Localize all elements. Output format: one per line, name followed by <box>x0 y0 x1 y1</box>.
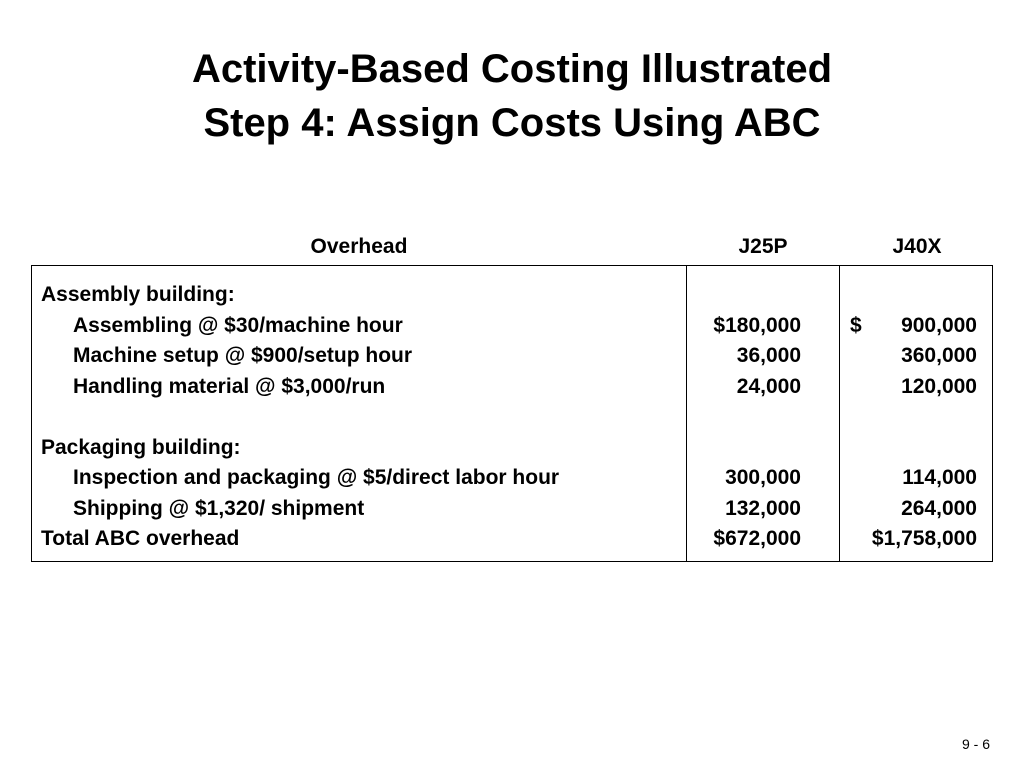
table-row <box>32 433 992 464</box>
cell-j25p: $180,000 <box>713 313 801 337</box>
row-label: Machine setup @ $900/setup hour <box>73 344 413 367</box>
table-row <box>32 280 992 311</box>
slide-title-line-1: Activity-Based Costing Illustrated <box>191 47 833 91</box>
row-label: Total ABC overhead <box>41 527 240 550</box>
column-header-j40x: J40X <box>892 235 942 258</box>
overhead-table <box>31 265 993 562</box>
cell-j40x: $1,758,000 <box>871 527 977 550</box>
cell-j25p: 36,000 <box>736 344 801 367</box>
table-row <box>32 463 992 494</box>
row-label: Packaging building: <box>41 435 241 459</box>
row-label: Assembly building: <box>41 283 235 306</box>
cell-j40x: 114,000 <box>902 466 977 489</box>
table-body <box>32 280 992 555</box>
table-row-total <box>32 524 992 555</box>
row-label: Shipping @ $1,320/ shipment <box>73 496 365 520</box>
cell-j25p: 300,000 <box>725 466 801 489</box>
slide-title <box>0 42 1024 150</box>
column-header-overhead: Overhead <box>310 235 408 258</box>
cell-j40x: 120,000 <box>901 374 977 398</box>
cell-j40x: 900,000 <box>901 313 977 337</box>
cell-j25p: $672,000 <box>713 527 801 550</box>
row-label: Handling material @ $3,000/run <box>73 374 386 398</box>
cell-j25p: 24,000 <box>736 374 801 398</box>
slide-title-line-2: Step 4: Assign Costs Using ABC <box>203 101 821 145</box>
table-row <box>32 494 992 525</box>
table-row-spacer <box>32 402 992 433</box>
table-row <box>32 311 992 342</box>
page-number: 9 - 6 <box>961 736 990 752</box>
column-header-j25p: J25P <box>738 235 788 258</box>
cell-j40x: 360,000 <box>901 344 977 367</box>
row-label: Inspection and packaging @ $5/direct labor hour <box>73 466 560 489</box>
table-row <box>32 372 992 403</box>
row-label: Assembling @ $30/machine hour <box>73 313 403 337</box>
cell-j25p: 132,000 <box>725 496 801 520</box>
cell-j40x: 264,000 <box>901 496 977 520</box>
cell-j40x-currency: $ <box>850 313 862 337</box>
table-row <box>32 341 992 372</box>
